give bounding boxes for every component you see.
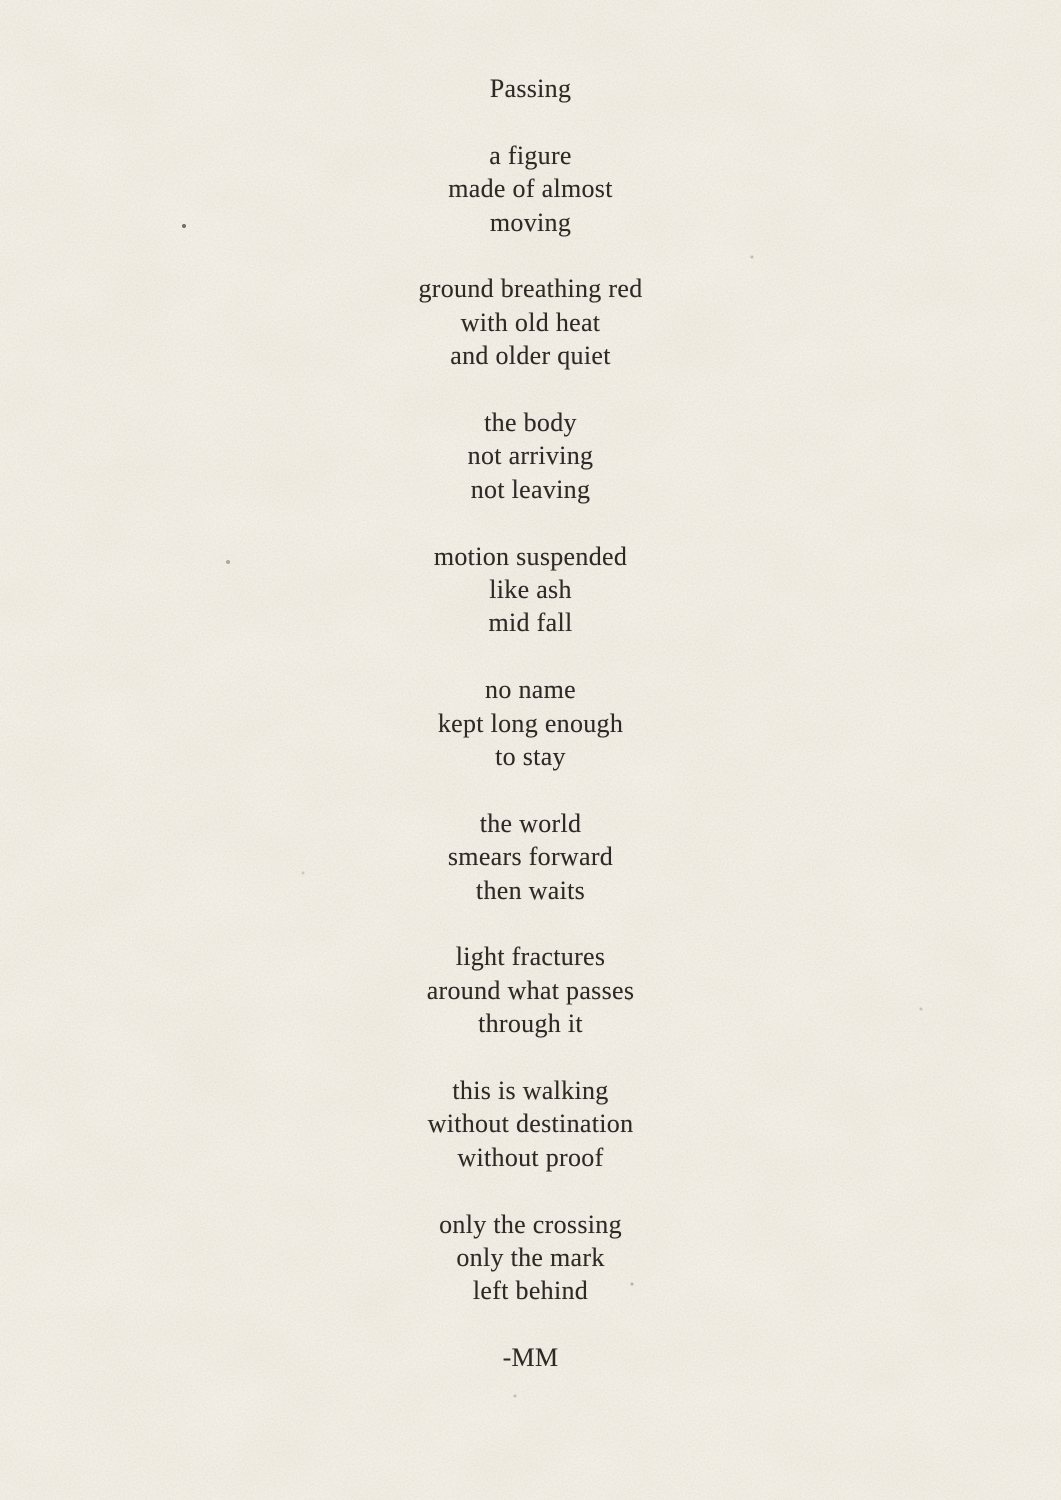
poem-stanza-3	[0, 406, 1061, 506]
poem-line: light fractures	[455, 942, 606, 972]
poem-stanza-6	[0, 807, 1061, 907]
paper-specks	[0, 0, 2, 2]
poem-line: and older quiet	[450, 341, 611, 371]
poem-line: left behind	[472, 1276, 589, 1306]
poem-stanza-2	[0, 272, 1061, 372]
poem-line: through it	[478, 1009, 583, 1039]
poem-line: kept long enough	[437, 708, 624, 738]
poem-line: only the crossing	[439, 1209, 622, 1239]
poem-stanza-4	[0, 540, 1061, 640]
poem-line: no name	[485, 675, 576, 705]
poem-stanza-9	[0, 1208, 1061, 1308]
poem-line: without proof	[457, 1142, 604, 1172]
poem-line: without destination	[427, 1109, 634, 1139]
poem-line: this is walking	[452, 1076, 609, 1106]
poem-stanza-8	[0, 1074, 1061, 1174]
poem-line: the body	[484, 408, 577, 438]
poem-stanza-5	[0, 673, 1061, 773]
poem-line: smears forward	[447, 842, 614, 872]
poem-stanza-7	[0, 940, 1061, 1040]
poem-line: like ash	[489, 575, 572, 605]
poem-line: then waits	[475, 875, 586, 905]
poem-signature: -MM	[502, 1343, 559, 1373]
poem-line: made of almost	[448, 174, 613, 204]
poem-line: motion suspended	[433, 541, 628, 571]
poem-line: moving	[489, 207, 572, 237]
poem-line: around what passes	[426, 975, 635, 1005]
poem-title: Passing	[489, 74, 572, 103]
poem-line: a figure	[489, 140, 572, 170]
poem-line: to stay	[495, 742, 566, 772]
poem-line: not arriving	[467, 441, 594, 471]
poem-line: not leaving	[470, 474, 591, 504]
poem	[0, 72, 1061, 1375]
poem-line: ground breathing red	[418, 274, 643, 304]
poem-line: with old heat	[460, 307, 601, 337]
poem-stanza-1	[0, 139, 1061, 239]
poem-line: mid fall	[488, 608, 573, 638]
poem-line: the world	[479, 808, 582, 838]
poem-line: only the mark	[456, 1243, 605, 1273]
